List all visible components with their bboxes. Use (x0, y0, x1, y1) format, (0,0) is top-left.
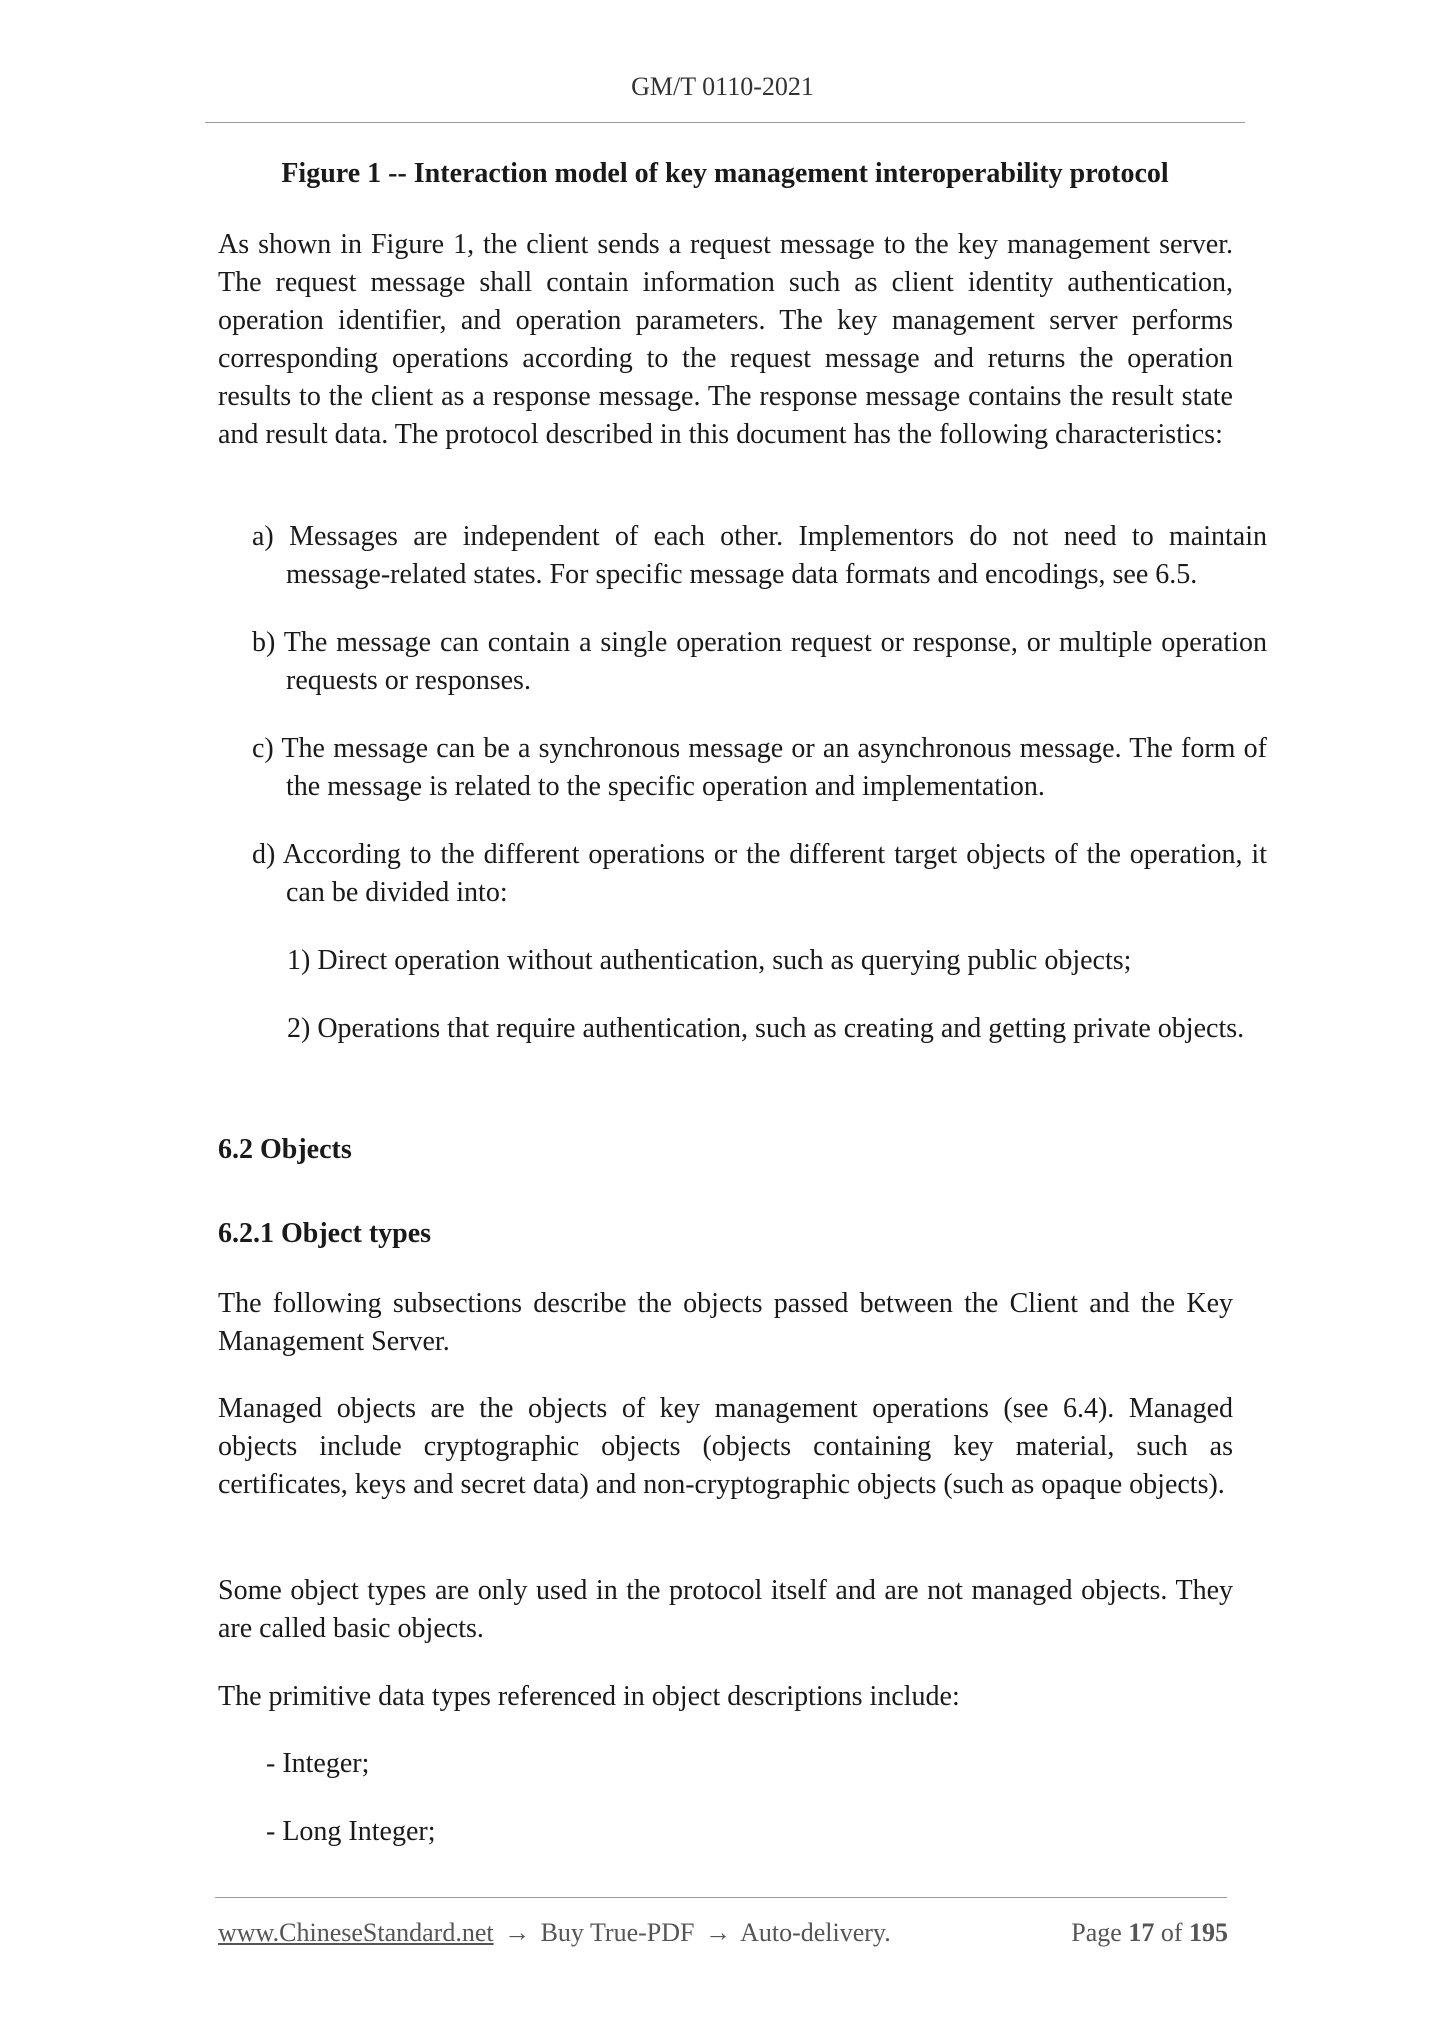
page-current: 17 (1128, 1918, 1155, 1947)
header-divider (205, 122, 1245, 123)
arrow-right-icon: → (705, 1918, 731, 1947)
page-number (1071, 1918, 1228, 1948)
paragraph-managed-objects: Managed objects are the objects of key management operations (see 6.4). Managed objects include cryptographic objects (objects containing key material, such as certificates, keys and secret data) and non-cryptographic objects (such as opaque objects). (218, 1393, 1233, 1500)
list-item-b: b) The message can contain a single operation request or response, or multiple operation requests or responses. (252, 627, 1267, 696)
paragraph-basic-objects: Some object types are only used in the protocol itself and are not managed objects. They are called basic objects. (218, 1575, 1233, 1644)
figure-caption: Figure 1 -- Interaction model of key management interoperability protocol (281, 158, 1169, 189)
buy-pdf-text: Buy True-PDF (540, 1918, 695, 1947)
page-label: Page (1071, 1918, 1122, 1947)
page-total: 195 (1189, 1918, 1228, 1947)
paragraph-objects-passed: The following subsections describe the objects passed between the Client and the Key Management Server. (218, 1288, 1233, 1357)
of-label: of (1160, 1918, 1183, 1947)
intro-paragraph: As shown in Figure 1, the client sends a request message to the key management server. The request message shall contain information such as client identity authentication, operation identifier, and operation parameters. The key management server performs corresponding operations according to the request message and returns the operation results to the client as a response message. The response message contains the result state and result data. The protocol described in this document has the following characteristics: (218, 229, 1233, 450)
document-code-header: GM/T 0110-2021 (631, 72, 814, 101)
site-link[interactable]: www.ChineseStandard.net (218, 1918, 494, 1947)
list-item-c: c) The message can be a synchronous message or an asynchronous message. The form of the message is related to the specific operation and implementation. (252, 733, 1267, 802)
list-item-d: d) According to the different operations or the different target objects of the operation, it can be divided into: (252, 839, 1267, 908)
section-heading: 6.2 Objects (218, 1134, 352, 1165)
footer-divider (215, 1897, 1227, 1898)
sub-item-2: 2) Operations that require authentication, such as creating and getting private objects. (287, 1013, 1245, 1044)
list-item-a: a) Messages are independent of each other. Implementors do not need to maintain message-related states. For specific message data formats and encodings, see 6.5. (252, 521, 1267, 590)
footer-promo (218, 1918, 891, 1948)
list-item-long-integer: - Long Integer; (266, 1816, 436, 1847)
subsection-heading: 6.2.1 Object types (218, 1218, 432, 1249)
sub-item-1: 1) Direct operation without authentication, such as querying public objects; (287, 945, 1132, 976)
paragraph-primitive-types: The primitive data types referenced in object descriptions include: (218, 1681, 960, 1712)
arrow-right-icon: → (504, 1918, 531, 1947)
auto-delivery-text: Auto-delivery. (740, 1918, 891, 1947)
list-item-integer: - Integer; (266, 1748, 370, 1779)
